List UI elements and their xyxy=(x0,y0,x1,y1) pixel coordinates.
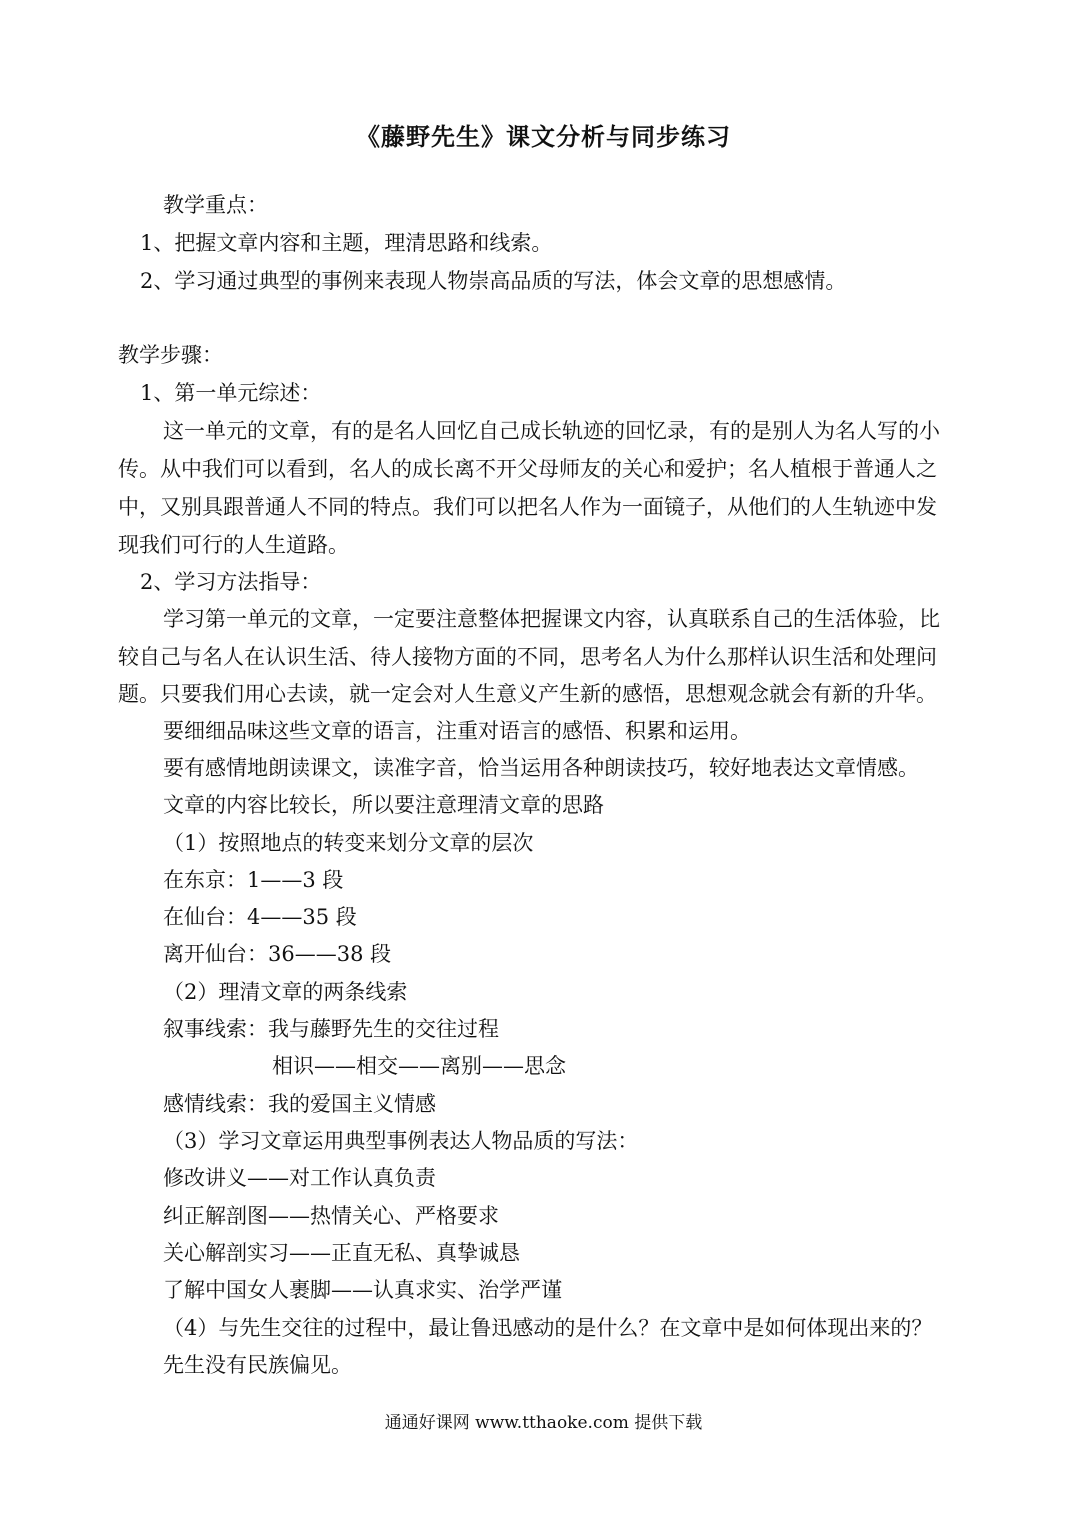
text-line: 1、第一单元综述： xyxy=(140,381,322,405)
text-line: 现我们可行的人生道路。 xyxy=(118,533,349,557)
text-line: 1、把握文章内容和主题，理清思路和线索。 xyxy=(140,231,553,255)
document-title: 《藤野先生》课文分析与同步练习 xyxy=(356,122,731,151)
text-line: 传。从中我们可以看到，名人的成长离不开父母师友的关心和爱护；名人植根于普通人之 xyxy=(118,457,937,481)
text-line: 2、学习通过典型的事例来表现人物崇高品质的写法，体会文章的思想感情。 xyxy=(140,269,847,293)
text-line: 感情线索：我的爱国主义情感 xyxy=(163,1092,436,1116)
text-line: 这一单元的文章，有的是名人回忆自己成长轨迹的回忆录，有的是别人为名人写的小 xyxy=(163,419,940,443)
text-line: 题。只要我们用心去读，就一定会对人生意义产生新的感悟，思想观念就会有新的升华。 xyxy=(118,682,937,706)
text-line: 文章的内容比较长，所以要注意理清文章的思路 xyxy=(163,793,604,817)
text-line: （1）按照地点的转变来划分文章的层次 xyxy=(163,831,534,855)
text-line: 叙事线索：我与藤野先生的交往过程 xyxy=(163,1017,499,1041)
text-line: 教学重点： xyxy=(163,193,268,217)
text-line: 修改讲义——对工作认真负责 xyxy=(163,1166,436,1190)
text-line: 2、学习方法指导： xyxy=(140,570,322,594)
text-line: 学习第一单元的文章，一定要注意整体把握课文内容，认真联系自己的生活体验，比 xyxy=(163,607,940,631)
text-line: 纠正解剖图——热情关心、严格要求 xyxy=(163,1204,499,1228)
text-line: 关心解剖实习——正直无私、真挚诚恳 xyxy=(163,1241,520,1265)
text-line: 相识——相交——离别——思念 xyxy=(272,1054,566,1078)
text-line: 要有感情地朗读课文，读准字音，恰当运用各种朗读技巧，较好地表达文章情感。 xyxy=(163,756,919,780)
text-line: 在仙台：4——35 段 xyxy=(163,905,357,929)
text-line: 先生没有民族偏见。 xyxy=(163,1353,352,1377)
text-line: 教学步骤： xyxy=(118,343,223,367)
text-line: 在东京：1——3 段 xyxy=(163,868,344,892)
text-line: 较自己与名人在认识生活、待人接物方面的不同，思考名人为什么那样认识生活和处理问 xyxy=(118,645,937,669)
text-line: （2）理清文章的两条线索 xyxy=(163,980,408,1004)
text-line: 要细细品味这些文章的语言，注重对语言的感悟、积累和运用。 xyxy=(163,719,751,743)
text-line: 离开仙台：36——38 段 xyxy=(163,942,392,966)
text-line: 了解中国女人裹脚——认真求实、治学严谨 xyxy=(163,1278,562,1302)
page-footer: 通通好课网 www.tthaoke.com 提供下载 xyxy=(384,1413,703,1433)
text-line: （3）学习文章运用典型事例表达人物品质的写法： xyxy=(163,1129,639,1153)
text-line: （4）与先生交往的过程中，最让鲁迅感动的是什么？在文章中是如何体现出来的？ xyxy=(163,1316,933,1340)
text-line: 中，又别具跟普通人不同的特点。我们可以把名人作为一面镜子，从他们的人生轨迹中发 xyxy=(118,495,937,519)
